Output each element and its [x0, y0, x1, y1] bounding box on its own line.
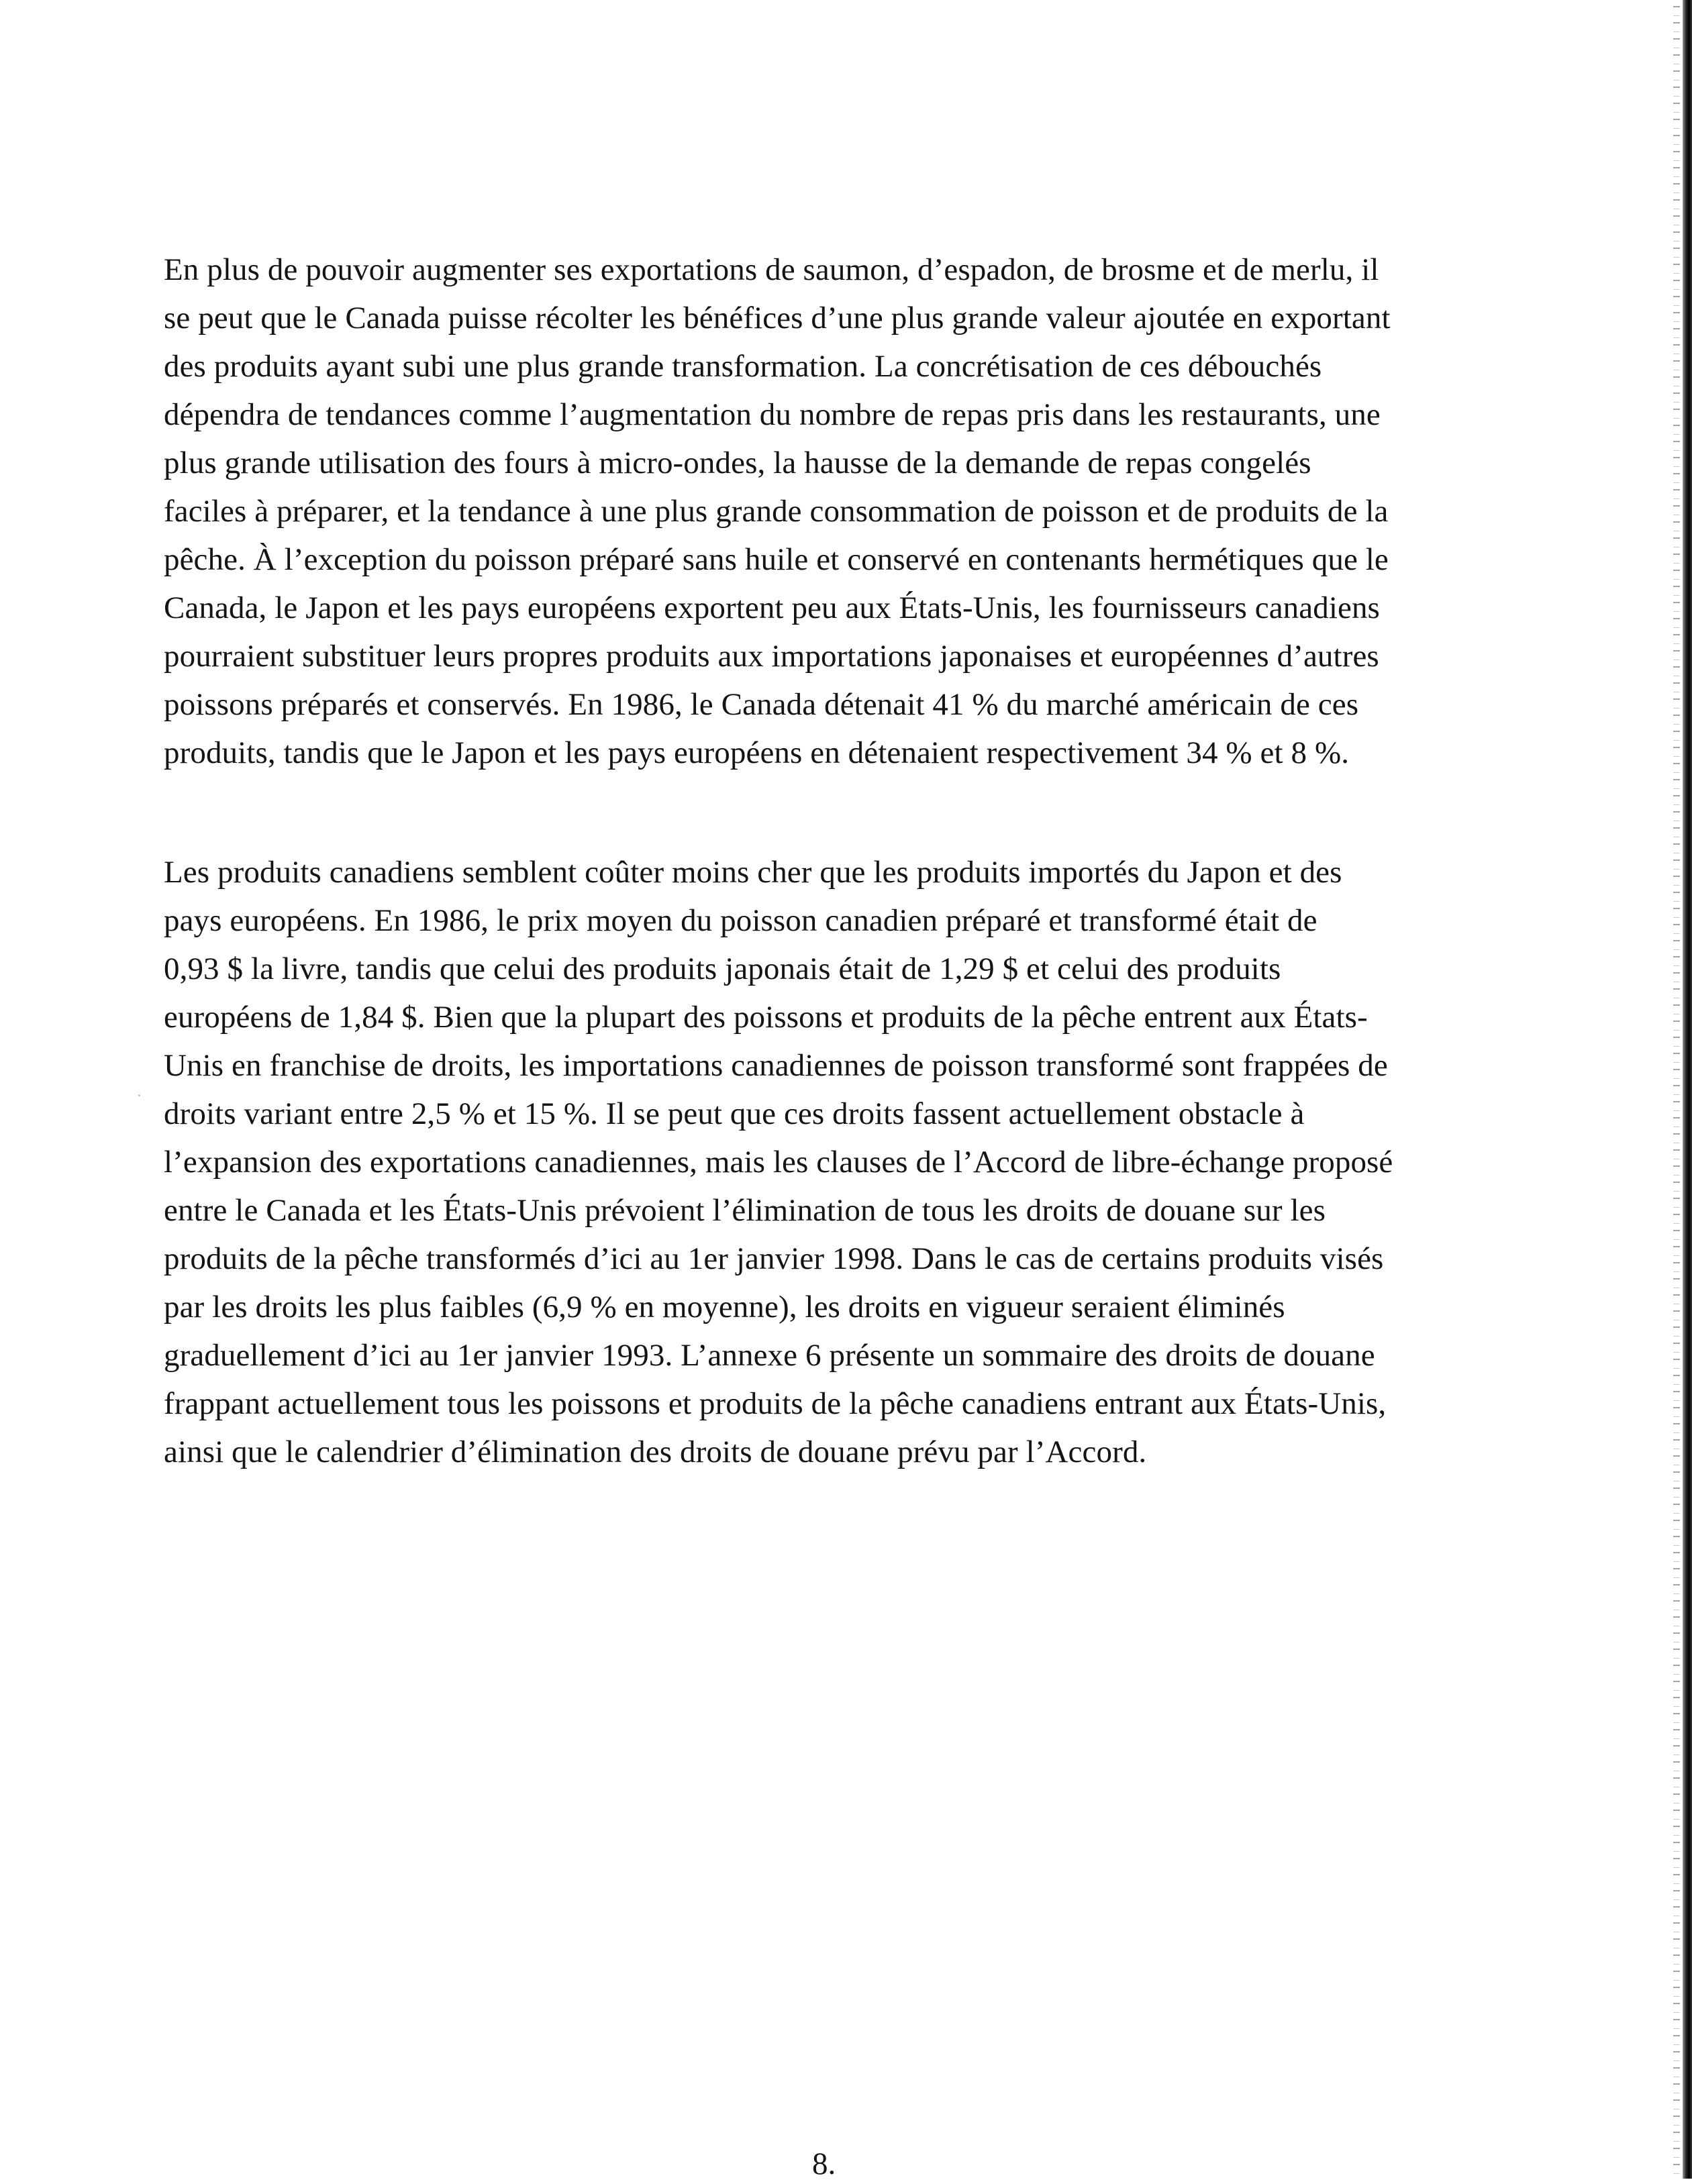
paragraph-line: frappant actuellement tous les poissons et produits de la pêche canadiens entrant aux États-Unis, — [164, 1386, 1387, 1421]
paragraph-line: poissons préparés et conservés. En 1986, le Canada détenait 41 % du marché américain de ces — [164, 687, 1359, 722]
paragraph-line: Canada, le Japon et les pays européens exportent peu aux États-Unis, les fournisseurs canadiens — [164, 590, 1380, 625]
paragraph-line: 0,93 $ la livre, tandis que celui des produits japonais était de 1,29 $ et celui des produits — [164, 951, 1281, 986]
paragraph-line: par les droits les plus faibles (6,9 % en moyenne), les droits en vigueur seraient éliminés — [164, 1290, 1285, 1324]
paragraph-line: se peut que le Canada puisse récolter les bénéfices d’une plus grande valeur ajoutée en exportant — [164, 301, 1391, 335]
paragraph-line: ainsi que le calendrier d’élimination des droits de douane prévu par l’Accord. — [164, 1435, 1147, 1469]
paragraph-line: pourraient substituer leurs propres produits aux importations japonaises et européennes d’autres — [164, 639, 1379, 674]
paragraph-line: pêche. À l’exception du poisson préparé sans huile et conservé en contenants hermétiques que le — [164, 542, 1389, 577]
paragraph-line: faciles à préparer, et la tendance à une plus grande consommation de poisson et de produits de la — [164, 494, 1389, 529]
scan-edge-speckle — [1673, 0, 1680, 2179]
paragraph-line: Unis en franchise de droits, les importations canadiennes de poisson transformé sont frappées de — [164, 1048, 1388, 1083]
paragraph-line: droits variant entre 2,5 % et 15 %. Il se peut que ces droits fassent actuellement obstacle à — [164, 1096, 1305, 1131]
paragraph-line: plus grande utilisation des fours à micro-ondes, la hausse de la demande de repas congelés — [164, 446, 1311, 480]
paragraph-line: produits de la pêche transformés d’ici au 1er janvier 1998. Dans le cas de certains produits visés — [164, 1241, 1384, 1276]
paragraph-line: entre le Canada et les États-Unis prévoient l’élimination de tous les droits de douane sur les — [164, 1193, 1326, 1228]
scan-artifact-dot — [138, 1094, 140, 1096]
paragraph-line: européens de 1,84 $. Bien que la plupart des poissons et produits de la pêche entrent aux États- — [164, 1000, 1368, 1035]
paragraph-line: l’expansion des exportations canadiennes, mais les clauses de l’Accord de libre-échange proposé — [164, 1145, 1393, 1180]
paragraph-line: En plus de pouvoir augmenter ses exportations de saumon, d’espadon, de brosme et de merlu, il — [164, 252, 1379, 287]
paragraph-line: des produits ayant subi une plus grande transformation. La concrétisation de ces débouchés — [164, 349, 1322, 384]
paragraph-line: pays européens. En 1986, le prix moyen du poisson canadien préparé et transformé était de — [164, 903, 1317, 938]
paragraph-line: Les produits canadiens semblent coûter moins cher que les produits importés du Japon et des — [164, 855, 1342, 890]
paragraph-line: dépendra de tendances comme l’augmentation du nombre de repas pris dans les restaurants, une — [164, 397, 1381, 432]
paragraph-line: graduellement d’ici au 1er janvier 1993. L’annexe 6 présente un sommaire des droits de douane — [164, 1338, 1375, 1373]
page-number: 8. — [812, 2146, 836, 2181]
paragraph-line: produits, tandis que le Japon et les pays européens en détenaient respectivement 34 % et 8 %. — [164, 735, 1350, 770]
scan-edge-border — [1683, 0, 1692, 2179]
